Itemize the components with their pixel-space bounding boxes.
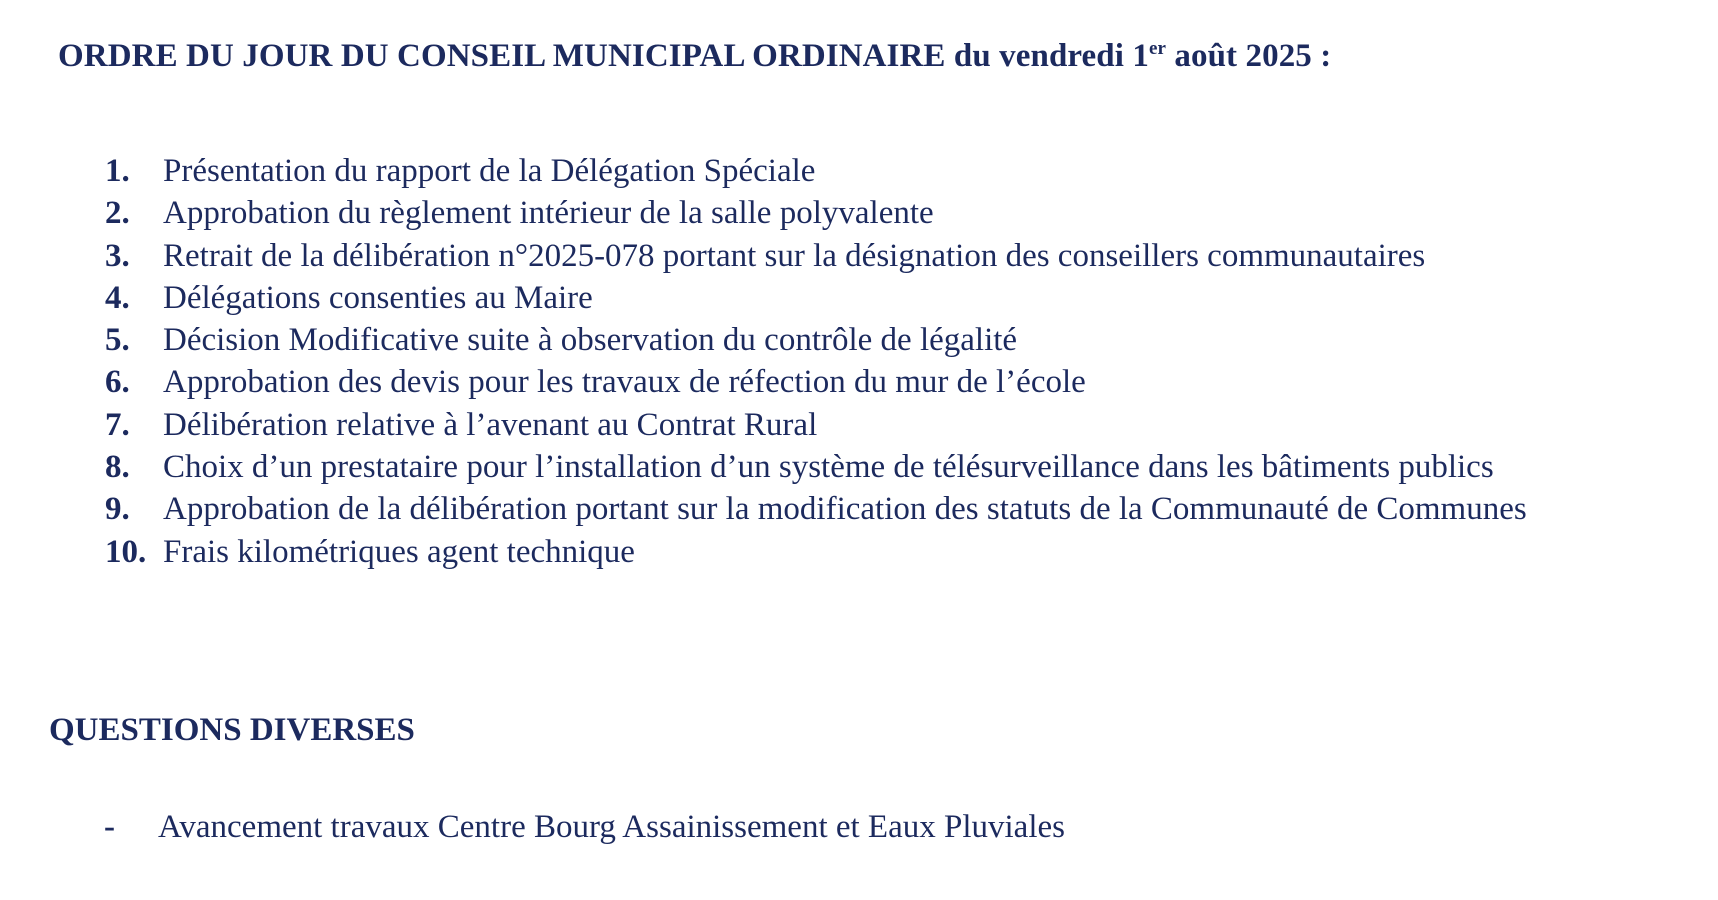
agenda-item-text: Frais kilométriques agent technique [163,533,635,570]
dash-bullet: - [104,809,115,845]
agenda-item-number: 10. [105,533,147,570]
title-superscript: er [1148,38,1167,59]
agenda-item-number: 8. [105,449,130,486]
agenda-item-text: Choix d’un prestataire pour l’installation d’un système de télésurveillance dans les bâtiments publics [163,449,1494,486]
agenda-item-text: Décision Modificative suite à observation du contrôle de légalité [163,322,1018,359]
agenda-item-number: 2. [105,195,130,232]
agenda-item-number: 7. [105,406,130,443]
agenda-item-text: Délégations consenties au Maire [163,279,593,316]
agenda-item [105,531,1527,573]
agenda-item [105,150,1527,192]
agenda-item-number: 3. [105,237,130,274]
agenda-item-text: Présentation du rapport de la Délégation Spéciale [163,153,816,189]
questions-diverses-heading: QUESTIONS DIVERSES [49,712,415,748]
question-item-text: Avancement travaux Centre Bourg Assainissement et Eaux Pluviales [158,809,1065,845]
agenda-item [105,277,1527,319]
agenda-item [105,488,1527,530]
agenda-item [105,404,1527,446]
agenda-item-text: Délibération relative à l’avenant au Contrat Rural [163,406,818,443]
agenda-item [105,235,1527,277]
document-title [58,38,1331,75]
agenda-item-number: 1. [105,153,130,189]
agenda-item [105,192,1527,234]
agenda-item-text: Approbation du règlement intérieur de la salle polyvalente [163,195,934,232]
agenda-item-number: 4. [105,279,130,316]
title-main: ORDRE DU JOUR DU CONSEIL MUNICIPAL ORDINAIRE du vendredi 1 [58,38,1149,74]
agenda-item-number: 6. [105,364,130,401]
title-end: août 2025 : [1166,38,1332,74]
agenda-item-text: Retrait de la délibération n°2025-078 portant sur la désignation des conseillers communautaires [163,237,1426,274]
agenda-item-number: 9. [105,491,130,528]
agenda-item [105,361,1527,403]
agenda-item [105,446,1527,488]
questions-list [104,806,1065,848]
agenda-item-number: 5. [105,322,130,359]
agenda-item-text: Approbation de la délibération portant sur la modification des statuts de la Communauté de Communes [163,491,1527,528]
agenda-item [105,319,1527,361]
agenda-item-text: Approbation des devis pour les travaux de réfection du mur de l’école [163,364,1086,401]
question-item [104,806,1065,848]
agenda-list [105,150,1527,573]
